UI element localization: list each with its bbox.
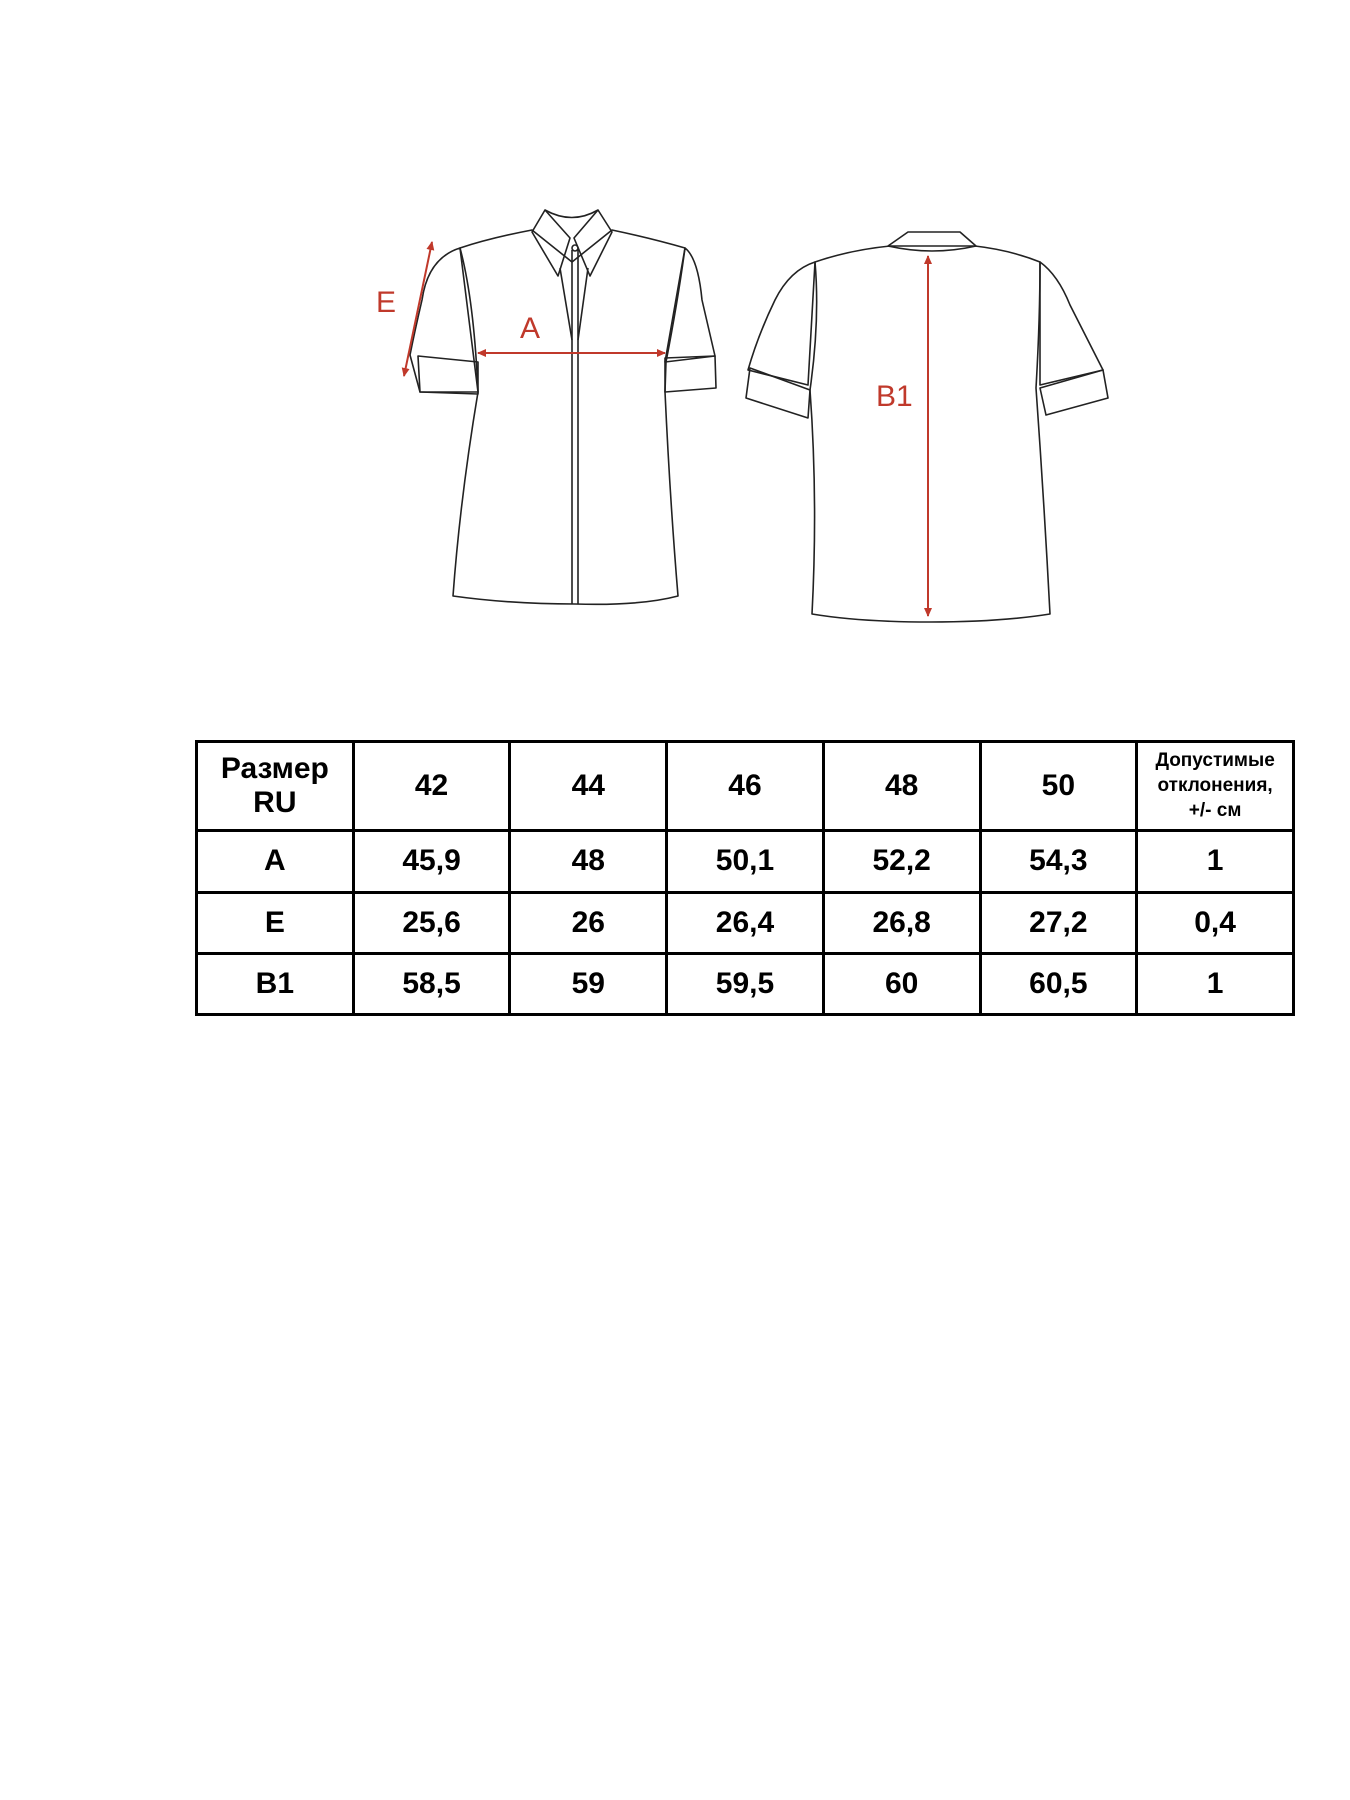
- header-size-ru: Размер RU: [197, 742, 354, 831]
- table-cell: 59,5: [667, 953, 824, 1014]
- table-cell: 26: [510, 892, 667, 953]
- tolerance-cell: 0,4: [1137, 892, 1294, 953]
- front-collar-left: [532, 210, 570, 276]
- measure-b1-label: B1: [876, 380, 913, 413]
- size-chart-table: [195, 740, 1295, 1016]
- measure-lines: [404, 242, 928, 616]
- back-right-sleeve: [1040, 262, 1103, 385]
- table-cell: 27,2: [980, 892, 1137, 953]
- table-cell: 58,5: [353, 953, 510, 1014]
- tolerance-cell: 1: [1137, 953, 1294, 1014]
- header-size: 46: [667, 742, 824, 831]
- header-tolerance: Допустимые отклонения, +/- см: [1137, 742, 1294, 831]
- header-size: 44: [510, 742, 667, 831]
- front-body: [453, 230, 685, 604]
- table-row: [197, 953, 1294, 1014]
- header-size: 50: [980, 742, 1137, 831]
- measure-e-label: E: [376, 286, 397, 319]
- front-collar-right: [574, 210, 612, 276]
- shirt-front: [410, 210, 716, 604]
- table-row: [197, 831, 1294, 892]
- back-left-cuff: [746, 368, 810, 418]
- table-cell: 50,1: [667, 831, 824, 892]
- table-cell: 45,9: [353, 831, 510, 892]
- table-cell: 54,3: [980, 831, 1137, 892]
- table-cell: 59: [510, 953, 667, 1014]
- back-collar: [888, 232, 976, 251]
- table-cell: 48: [510, 831, 667, 892]
- table-row: [197, 892, 1294, 953]
- table-cell: 26,8: [823, 892, 980, 953]
- row-label: B1: [197, 953, 354, 1014]
- front-button-icon: [572, 245, 578, 251]
- table-cell: 26,4: [667, 892, 824, 953]
- header-size: 42: [353, 742, 510, 831]
- table-header-row: [197, 742, 1294, 831]
- table-cell: 25,6: [353, 892, 510, 953]
- front-left-sleeve: [410, 248, 478, 392]
- row-label: E: [197, 892, 354, 953]
- header-size: 48: [823, 742, 980, 831]
- row-label: A: [197, 831, 354, 892]
- front-neckband: [545, 210, 598, 218]
- front-left-cuff: [418, 356, 478, 394]
- tolerance-cell: 1: [1137, 831, 1294, 892]
- back-left-sleeve: [748, 262, 815, 385]
- table-cell: 60: [823, 953, 980, 1014]
- table-cell: 52,2: [823, 831, 980, 892]
- measure-a-label: A: [520, 312, 541, 345]
- table-cell: 60,5: [980, 953, 1137, 1014]
- garment-diagram: [0, 0, 1350, 640]
- front-right-sleeve: [665, 248, 715, 362]
- shirt-sketch: [0, 0, 1350, 640]
- back-body: [810, 246, 1050, 622]
